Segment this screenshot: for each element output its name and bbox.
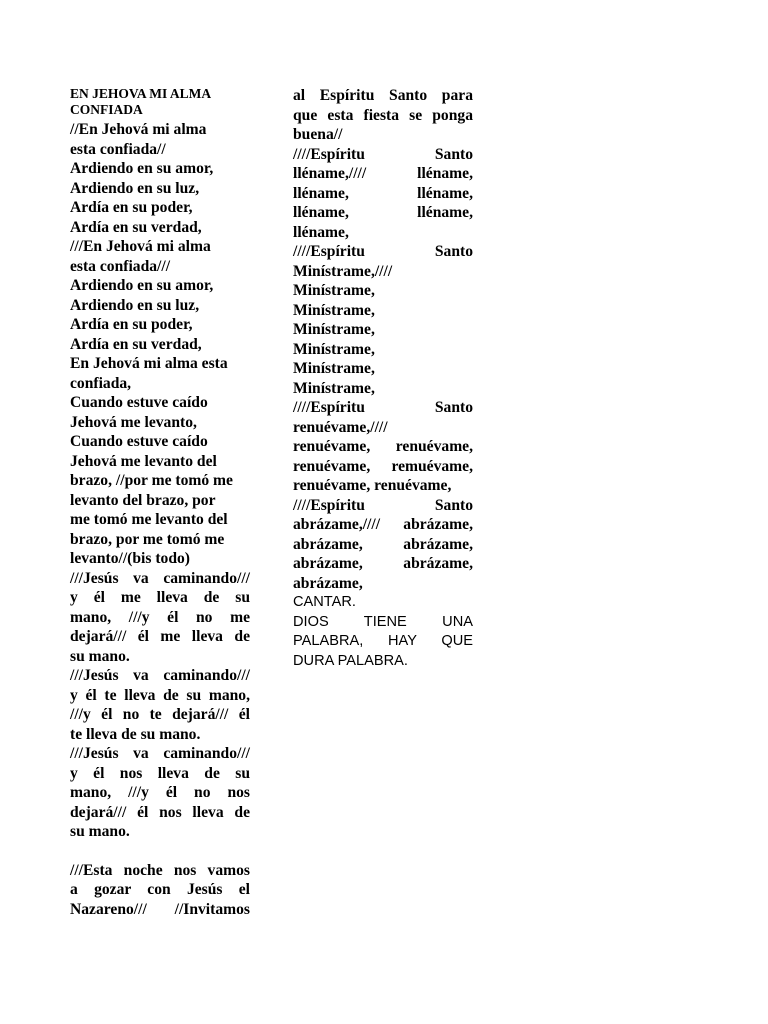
lyric-line: lléname, xyxy=(293,223,349,241)
song-title-line: EN JEHOVA MI ALMA xyxy=(70,86,212,101)
lyric-line: su mano. xyxy=(70,823,130,840)
lyric-line: ////Espíritu Santo xyxy=(293,145,473,163)
right-column xyxy=(293,86,473,671)
lyric-line: renuévame,//// xyxy=(293,418,388,436)
lyric-line: al Espíritu Santo para xyxy=(293,87,473,104)
left-lyrics xyxy=(70,120,250,919)
lyric-line: Ardiendo en su luz, xyxy=(70,179,200,197)
lyric-line: mano, ///y él no nos xyxy=(70,784,250,801)
lyric-line: Ardiendo en su luz, xyxy=(70,296,200,314)
lyric-line: lléname,//// lléname, xyxy=(293,165,473,182)
lyric-line: Jehová me levanto, xyxy=(70,413,197,431)
lyric-line: confiada, xyxy=(70,374,132,392)
lyric-line: Ardía en su verdad, xyxy=(70,335,202,353)
lyric-line: dejará/// él nos lleva de xyxy=(70,803,250,821)
lyric-line: lléname, lléname, xyxy=(293,184,473,202)
lyric-line: ////Espíritu Santo xyxy=(293,243,473,260)
lyric-line: Minístrame, xyxy=(293,360,375,377)
lyric-line: ///Jesús va caminando/// xyxy=(70,667,250,684)
lyric-line: DIOS TIENE UNA xyxy=(293,613,473,630)
lyric-line: abrázame, abrázame, xyxy=(293,555,473,572)
lyric-line: En Jehová mi alma esta xyxy=(70,355,228,372)
lyric-line: Nazareno/// //Invitamos xyxy=(70,900,250,918)
lyric-line: Cuando estuve caído xyxy=(70,394,208,411)
lyric-line: Minístrame,//// xyxy=(293,262,393,280)
song-title xyxy=(70,86,250,118)
lyric-line: esta confiada/// xyxy=(70,257,171,275)
lyric-line: Cuando estuve caído xyxy=(70,433,208,450)
lyric-line: Minístrame, xyxy=(293,282,375,299)
lyric-line: Ardía en su poder, xyxy=(70,199,193,216)
right-lyrics xyxy=(293,86,473,671)
lyric-line: Minístrame, xyxy=(293,340,375,358)
lyric-line: abrázame, xyxy=(293,574,363,592)
lyric-line: Jehová me levanto del xyxy=(70,452,217,470)
lyric-line: brazo, //por me tomó me xyxy=(70,472,233,489)
lyric-line: Minístrame, xyxy=(293,301,375,319)
lyric-line: ///y él no te dejará/// él xyxy=(70,706,250,723)
lyric-line: renuévame, renuévame, xyxy=(293,438,473,455)
lyric-line: ///Esta noche nos vamos xyxy=(70,861,250,879)
lyric-line: renuévame, remuévame, xyxy=(293,457,473,475)
lyric-line: Ardía en su poder, xyxy=(70,316,193,333)
lyric-line xyxy=(70,842,250,861)
lyric-line: y él te lleva de su mano, xyxy=(70,686,250,704)
lyric-line: me tomó me levanto del xyxy=(70,511,228,528)
lyric-line: abrázame,//// abrázame, xyxy=(293,516,473,533)
lyric-line: DURA PALABRA. xyxy=(293,652,408,669)
lyric-line: CANTAR. xyxy=(293,594,356,610)
lyric-line: ////Espíritu Santo xyxy=(293,399,473,416)
lyric-line: Minístrame, xyxy=(293,379,375,397)
lyric-line: ///Jesús va caminando/// xyxy=(70,745,250,762)
lyric-line: que esta fiesta se ponga xyxy=(293,106,473,124)
lyric-line: Ardiendo en su amor, xyxy=(70,277,214,294)
lyric-line: mano, ///y él no me xyxy=(70,608,250,626)
lyric-line: y él me lleva de su xyxy=(70,589,250,606)
lyric-line: ////Espíritu Santo xyxy=(293,496,473,514)
lyric-line: levanto//(bis todo) xyxy=(70,550,190,567)
lyric-line: PALABRA, HAY QUE xyxy=(293,633,473,649)
lyric-line: levanto del brazo, por xyxy=(70,491,216,509)
lyric-line: renuévame, renuévame, xyxy=(293,477,452,494)
lyric-line: te lleva de su mano. xyxy=(70,725,201,743)
lyric-line: esta confiada// xyxy=(70,140,166,158)
lyric-line: Ardiendo en su amor, xyxy=(70,160,214,177)
song-title-line: CONFIADA xyxy=(70,102,143,117)
lyric-line: abrázame, abrázame, xyxy=(293,535,473,553)
lyric-line: dejará/// él me lleva de xyxy=(70,628,250,645)
lyric-line: Ardía en su verdad, xyxy=(70,218,202,236)
lyric-line: lléname, lléname, xyxy=(293,204,473,221)
lyric-line: Minístrame, xyxy=(293,321,375,338)
lyric-line: ///Jesús va caminando/// xyxy=(70,569,250,587)
lyric-line: brazo, por me tomó me xyxy=(70,530,225,548)
lyric-line: a gozar con Jesús el xyxy=(70,881,250,898)
lyric-line: ///En Jehová mi alma xyxy=(70,238,211,255)
lyric-line: su mano. xyxy=(70,647,130,665)
lyric-line: //En Jehová mi alma xyxy=(70,121,207,138)
lyric-line: buena// xyxy=(293,126,343,143)
lyric-line: y él nos lleva de su xyxy=(70,764,250,782)
left-column xyxy=(70,86,250,919)
